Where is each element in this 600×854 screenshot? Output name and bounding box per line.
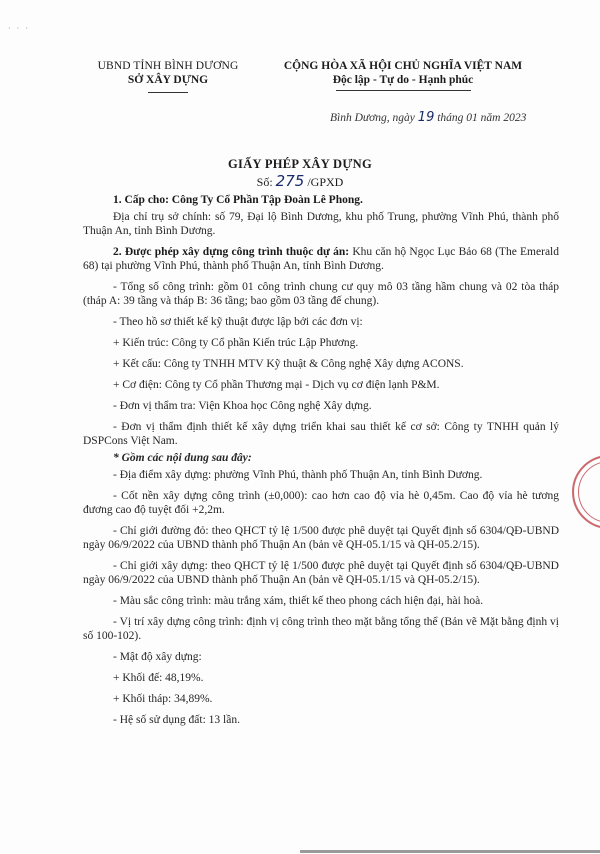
grantee-address: Địa chỉ trụ sở chính: số 79, Đại lộ Bình Dương, khu phố Trung, phường Vĩnh Phú, thành phố Thuận An, tỉnh Bình Dương.: [83, 211, 559, 237]
architecture-unit: + Kiến trúc: Công ty Cổ phần Kiến trúc Lập Phương.: [113, 337, 359, 349]
mep-unit: + Cơ điện: Công ty Cổ phần Thương mại - Dịch vụ cơ điện lạnh P&M.: [113, 379, 440, 391]
department-name: SỞ XÂY DỰNG: [127, 74, 209, 86]
structure-unit: + Kết cấu: Công ty TNHH MTV Kỹ thuật & Công nghệ Xây dựng ACONS.: [113, 358, 464, 370]
national-motto: Độc lập - Tự do - Hạnh phúc: [332, 74, 474, 86]
scan-artifact: · · ·: [8, 24, 30, 33]
document-number: [0, 172, 600, 190]
building-position: - Vị trí xây dựng công trình: định vị công trình theo mặt bằng tổng thể (Bản vẽ Mặt bằng định vị số 100-102).: [83, 616, 559, 642]
elevation: - Cốt nền xây dựng công trình (±0,000): cao hơn cao độ vỉa hè 0,45m. Cao độ vỉa hè tương đương cao độ tuyệt đối +2,2m.: [83, 490, 559, 516]
contents-heading: [83, 451, 559, 465]
appraiser-unit: - Đơn vị thẩm định thiết kế xây dựng triển khai sau thiết kế cơ sở: Công ty TNHH quản lý DSPCons Việt Nam.: [83, 421, 559, 447]
building-color: - Màu sắc công trình: màu trắng xám, thiết kế theo phong cách hiện đại, hài hoà.: [113, 595, 484, 607]
number-suffix: /GPXD: [304, 175, 344, 189]
design-units-intro: - Theo hồ sơ thiết kế kỹ thuật được lập bởi các đơn vị:: [113, 316, 363, 328]
number-prefix: Số:: [256, 175, 276, 189]
divider: [148, 92, 188, 93]
handwritten-number: 275: [275, 172, 305, 190]
document-body: [83, 193, 559, 734]
nation-name: CỘNG HÒA XÃ HỘI CHỦ NGHĨA VIỆT NAM: [283, 60, 523, 72]
section-1-heading: [83, 193, 559, 207]
issue-date: [330, 110, 526, 125]
total-works: - Tổng số công trình: gồm 01 công trình chung cư quy mô 03 tầng hầm chung và 02 tòa tháp (tháp A: 39 tầng và tháp B: 36 tầng; bao gồm 03 tầng đế chung).: [83, 281, 559, 307]
build-boundary: - Chỉ giới xây dựng: theo QHCT tỷ lệ 1/500 được phê duyệt tại Quyết định số 6304/QĐ-UBND ngày 06/9/2022 của UBND thành phố Thuận An (bản vẽ QH-05.1/15 và QH-05.2/15).: [83, 560, 559, 586]
location: - Địa điểm xây dựng: phường Vĩnh Phú, thành phố Thuận An, tỉnh Bình Dương.: [113, 469, 483, 481]
verifier-unit: - Đơn vị thẩm tra: Viện Khoa học Công nghệ Xây dựng.: [113, 400, 372, 412]
divider: [336, 90, 471, 91]
page-edge-shadow: [300, 850, 600, 853]
density-podium: + Khối đế: 48,19%.: [113, 672, 204, 684]
red-seal-stamp: [572, 455, 600, 529]
province-committee: UBND TỈNH BÌNH DƯƠNG: [97, 60, 239, 72]
document-title: GIẤY PHÉP XÂY DỰNG: [228, 157, 372, 171]
national-header: [228, 59, 578, 91]
density-tower: + Khối tháp: 34,89%.: [113, 693, 213, 705]
date-month-year: tháng 01 năm 2023: [434, 112, 527, 124]
road-boundary: - Chỉ giới đường đỏ: theo QHCT tỷ lệ 1/500 được phê duyệt tại Quyết định số 6304/QĐ-UBND ngày 06/9/2022 của UBND thành phố Thuận An (bản vẽ QH-05.1/15 và QH-05.2/15).: [83, 525, 559, 551]
section-2-heading: 2. Được phép xây dựng công trình thuộc dự án:: [113, 246, 350, 258]
contents-heading-text: * Gồm các nội dung sau đây:: [113, 452, 252, 464]
section-2: [83, 245, 559, 273]
grantee: 1. Cấp cho: Công Ty Cổ Phần Tập Đoàn Lê Phong.: [113, 194, 363, 206]
land-use-coefficient: - Hệ số sử dụng đất: 13 lần.: [113, 714, 240, 726]
date-prefix: Bình Dương, ngày: [330, 112, 418, 124]
handwritten-day: 19: [417, 110, 435, 125]
project-name: Khu căn hộ Ngọc Lục Bảo 68 (The Emerald 68) tại phường Vĩnh Phú, thành phố Thuận An, tỉnh Bình Dương.: [83, 246, 559, 272]
density-heading: - Mật độ xây dựng:: [113, 651, 202, 663]
